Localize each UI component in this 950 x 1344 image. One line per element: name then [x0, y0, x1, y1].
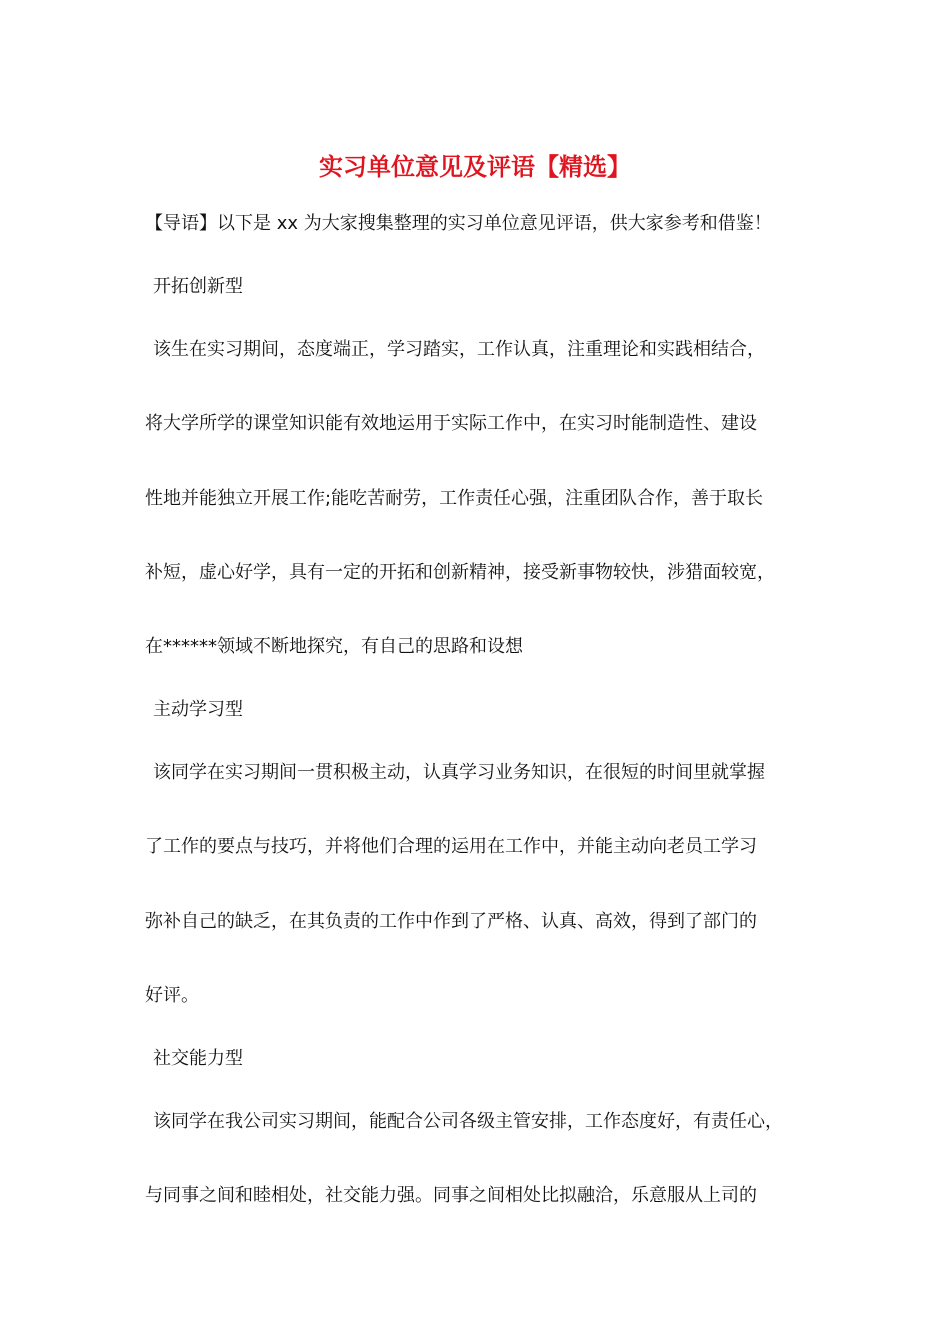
section-social-line-1: 该同学在我公司实习期间，能配合公司各级主管安排，工作态度好，有责任心， — [153, 1111, 783, 1132]
section-innovation-line-4: 补短，虚心好学，具有一定的开拓和创新精神，接受新事物较快，涉猎面较宽， — [145, 562, 775, 583]
section-learning-line-3: 弥补自己的缺乏，在其负责的工作中作到了严格、认真、高效，得到了部门的 — [145, 911, 757, 932]
section-heading-learning: 主动学习型 — [153, 699, 243, 720]
section-heading-social: 社交能力型 — [153, 1048, 243, 1069]
section-innovation-line-5: 在******领域不断地探究，有自己的思路和设想 — [145, 636, 523, 657]
section-innovation-line-2: 将大学所学的课堂知识能有效地运用于实际工作中，在实习时能制造性、建设 — [145, 413, 757, 434]
section-learning-line-4: 好评。 — [145, 985, 199, 1006]
section-learning-line-2: 了工作的要点与技巧，并将他们合理的运用在工作中，并能主动向老员工学习 — [145, 836, 757, 857]
section-innovation-line-1: 该生在实习期间，态度端正，学习踏实，工作认真，注重理论和实践相结合， — [153, 339, 765, 360]
section-learning-line-1: 该同学在实习期间一贯积极主动，认真学习业务知识，在很短的时间里就掌握 — [153, 762, 765, 783]
intro-paragraph: 【导语】以下是 xx 为大家搜集整理的实习单位意见评语，供大家参考和借鉴！ — [145, 213, 772, 234]
document-title: 实习单位意见及评语【精选】 — [319, 152, 631, 181]
section-social-line-2: 与同事之间和睦相处，社交能力强。同事之间相处比拟融洽，乐意服从上司的 — [145, 1185, 757, 1206]
section-heading-innovation: 开拓创新型 — [153, 276, 243, 297]
section-innovation-line-3: 性地并能独立开展工作;能吃苦耐劳，工作责任心强，注重团队合作，善于取长 — [145, 488, 764, 509]
